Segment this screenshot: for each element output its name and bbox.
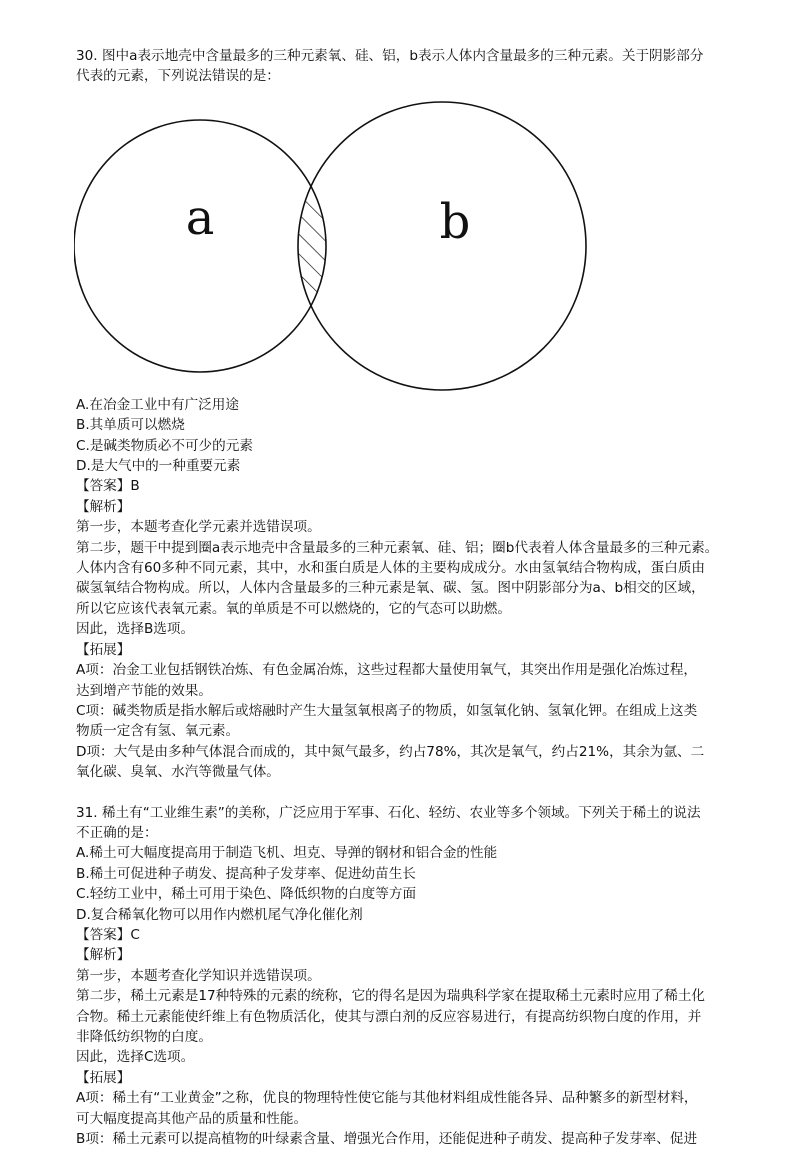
q30-analysis-head: 【解析】 bbox=[76, 498, 131, 515]
q30-option-d: D.是大气中的一种重要元素 bbox=[76, 458, 241, 475]
q31-option-d: D.复合稀氧化物可以用作内燃机尾气净化催化剂 bbox=[76, 906, 363, 923]
q30-analysis-line: 第一步，本题考查化学元素并选错误项。 bbox=[76, 519, 321, 536]
q30-answer: 【答案】B bbox=[76, 478, 140, 495]
q30-extend-line: 物质一定含有氢、氧元素。 bbox=[76, 723, 240, 740]
q31-analysis-line: 第二步，稀土元素是17种特殊的元素的统称，它的得名是因为瑞典科学家在提取稀土元素时应用了稀土化 bbox=[76, 988, 706, 1005]
venn-label-a: a bbox=[185, 189, 215, 246]
q30-analysis-line: 所以它应该代表氧元素。氧的单质是不可以燃烧的，它的气态可以助燃。 bbox=[76, 600, 511, 617]
q30-extend-head: 【拓展】 bbox=[76, 641, 131, 658]
venn-label-b: b bbox=[439, 193, 471, 250]
q30-extend-line: A项：冶金工业包括钢铁冶炼、有色金属冶炼，这些过程都大量使用氧气，其突出作用是强化冶炼过程， bbox=[76, 662, 698, 679]
q31-answer: 【答案】C bbox=[76, 926, 140, 943]
q30-analysis-line: 人体内含有60多种不同元素，其中，水和蛋白质是人体的主要构成成分。水由氢氧结合物构成，蛋白质由 bbox=[76, 560, 706, 577]
document-page bbox=[76, 46, 756, 1149]
q30-analysis-line: 因此，选择B选项。 bbox=[76, 621, 195, 638]
q30-stem-line2: 代表的元素，下列说法错误的是： bbox=[76, 68, 280, 85]
question-separator bbox=[76, 783, 756, 803]
q30-option-c: C.是碱类物质必不可少的元素 bbox=[76, 437, 253, 454]
venn-diagram bbox=[74, 89, 594, 395]
q31-analysis-head: 【解析】 bbox=[76, 947, 131, 964]
q31-extend-head: 【拓展】 bbox=[76, 1069, 131, 1086]
venn-circle-a bbox=[74, 120, 326, 372]
q30-extend-line: C项：碱类物质是指水解后或熔融时产生大量氢氧根离子的物质，如氢氧化钠、氢氧化钾。在组成上这类 bbox=[76, 702, 698, 719]
q31-stem-line1: 31. 稀土有“工业维生素”的美称，广泛应用于军事、石化、轻纺、农业等多个领域。下列关于稀土的说法 bbox=[76, 804, 701, 821]
q31-extend-line: 可大幅度提高其他产品的质量和性能。 bbox=[76, 1110, 308, 1127]
q31-extend-line: A项：稀土有“工业黄金”之称，优良的物理特性使它能与其他材料组成性能各异、品种繁多的新型材料， bbox=[76, 1090, 698, 1107]
q30-extend-line: D项：大气是由多种气体混合而成的，其中氮气最多，约占78%，其次是氧气，约占21%，其余为氩、二 bbox=[76, 743, 705, 760]
q30-extend-line: 氧化碳、臭氧、水汽等微量气体。 bbox=[76, 764, 280, 781]
q30-option-a: A.在冶金工业中有广泛用途 bbox=[76, 396, 239, 413]
q31-extend-line: B项：稀土元素可以提高植物的叶绿素含量、增强光合作用，还能促进种子萌发、提高种子发芽率、促进 bbox=[76, 1131, 698, 1148]
q30-analysis-line: 碳氢氧结合物构成。所以，人体内含量最多的三种元素是氧、碳、氢。图中阴影部分为a、b相交的区域， bbox=[76, 580, 705, 597]
q30-analysis-line: 第二步，题干中提到圈a表示地壳中含量最多的三种元素氧、硅、铝；圈b代表着人体含量最多的三种元素。 bbox=[76, 539, 719, 556]
q31-stem-line2: 不正确的是： bbox=[76, 824, 158, 841]
q31-analysis-line: 因此，选择C选项。 bbox=[76, 1049, 195, 1066]
q31-analysis-line: 第一步，本题考查化学知识并选错误项。 bbox=[76, 967, 321, 984]
q30-option-b: B.其单质可以燃烧 bbox=[76, 417, 185, 434]
q31-option-a: A.稀土可大幅度提高用于制造飞机、坦克、导弹的钢材和铝合金的性能 bbox=[76, 845, 498, 862]
q31-option-b: B.稀土可促进种子萌发、提高种子发芽率、促进幼苗生长 bbox=[76, 865, 416, 882]
q31-analysis-line: 非降低纺织物的白度。 bbox=[76, 1029, 212, 1045]
q30-stem-line1: 30. 图中a表示地壳中含量最多的三种元素氧、硅、铝，b表示人体内含量最多的三种元素。关于阴影部分 bbox=[76, 48, 704, 64]
q30-extend-line: 达到增产节能的效果。 bbox=[76, 682, 212, 699]
q31-option-c: C.轻纺工业中，稀土可用于染色、降低织物的白度等方面 bbox=[76, 886, 417, 903]
q31-analysis-line: 合物。稀土元素能使纤维上有色物质活化，使其与漂白剂的反应容易进行，有提高纺织物白度的作用，并 bbox=[76, 1008, 702, 1025]
